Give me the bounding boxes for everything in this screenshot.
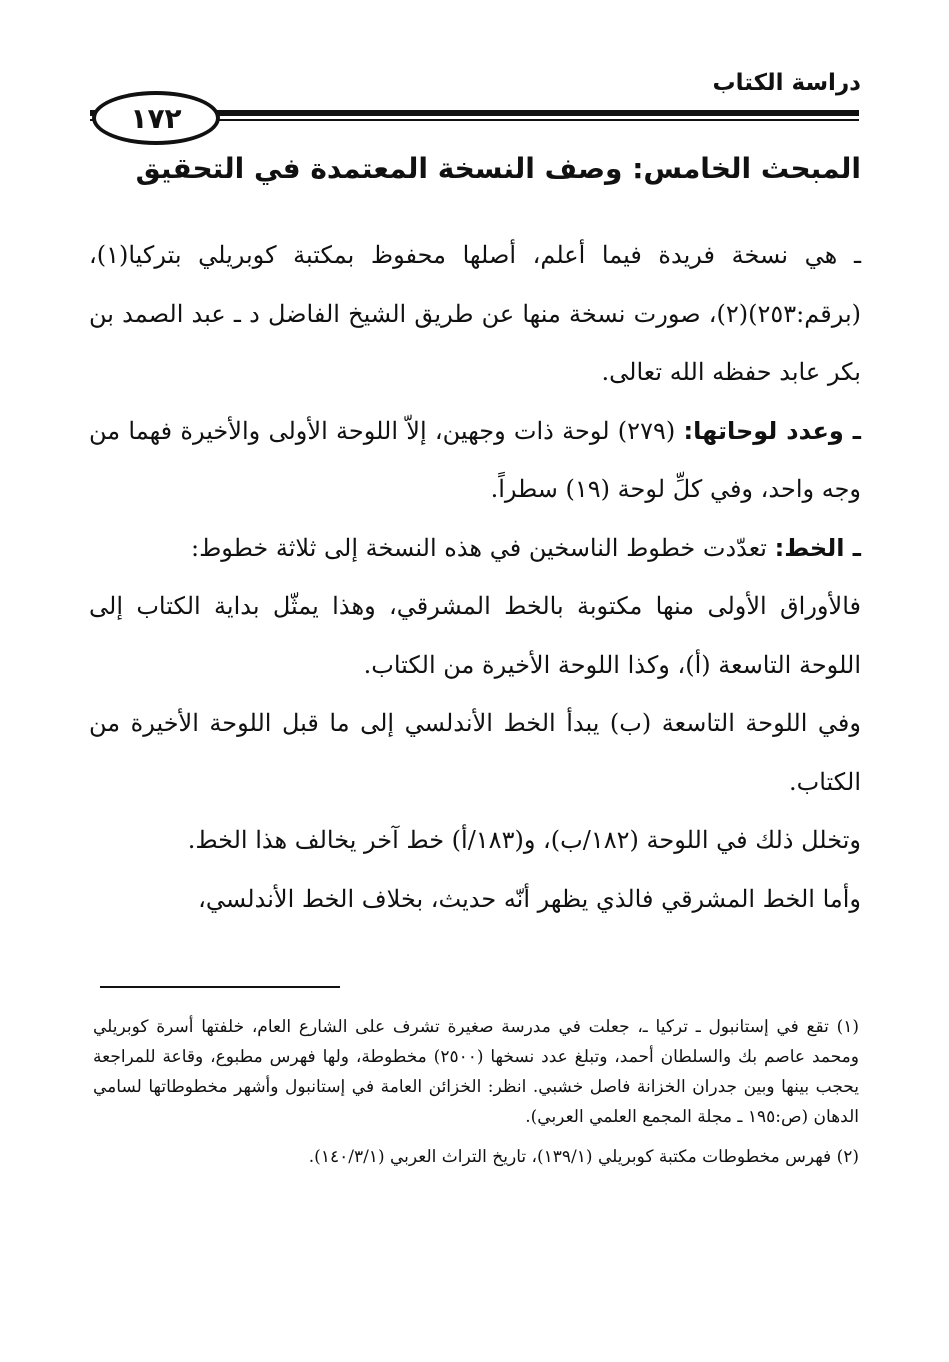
paragraph-eastern-script: فالأوراق الأولى منها مكتوبة بالخط المشرقي، وهذا يمثّل بداية الكتاب إلى اللوحة التاسعة (أ)، وكذا اللوحة الأخيرة من الكتاب. bbox=[89, 592, 861, 679]
footnote-2: (٢) فهرس مخطوطات مكتبة كوبريلي (١٣٩/١)، تاريخ التراث العربي (١٤٠/٣/١). bbox=[308, 1147, 859, 1167]
section-title: المبحث الخامس: وصف النسخة المعتمدة في التحقيق bbox=[135, 152, 861, 185]
footnote-1: (١) تقع في إستانبول ـ تركيا ـ، جعلت في مدرسة صغيرة تشرف على الشارع العام، خلفتها أسرة كوبريلي ومحمد عاصم بك والسلطان أحمد، وتبلغ عدد نسخها (٢٥٠٠) مخطوطة، ولها فهرس مطبوع، وقاعة للمراجعة يحجب بينها وبين جدران الخزانة فاصل خشبي. انظر: الخزائن العامة في إستانبول وأشهر مخطوطاتها لسامي الدهان (ص:١٩٥ ـ مجلة المجمع العلمي العربي). bbox=[93, 1017, 859, 1127]
script-lead: ـ الخط: bbox=[774, 533, 861, 562]
footnotes bbox=[93, 1012, 859, 1172]
paragraph-script bbox=[89, 519, 861, 578]
folio-count-text: (٢٧٩) لوحة ذات وجهين، إلاّ اللوحة الأولى والأخيرة فهما من وجه واحد، وفي كلِّ لوحة (١٩) سطراً. bbox=[89, 416, 861, 503]
paragraph-other-script: وتخلل ذلك في اللوحة (١٨٢/ب)، و(١٨٣/أ) خط آخر يخالف هذا الخط. bbox=[187, 826, 861, 854]
paragraph-folio-count bbox=[89, 402, 861, 519]
folio-count-lead: ـ وعدد لوحاتها: bbox=[683, 416, 861, 445]
page-number-badge bbox=[92, 91, 220, 145]
paragraph-manuscript-description: ـ هي نسخة فريدة فيما أعلم، أصلها محفوظ بمكتبة كوبريلي بتركيا(١)، (برقم:٢٥٣)(٢)، صورت نسخة منها عن طريق الشيخ الفاضل د ـ عبد الصمد بن بكر عابد حفظه الله تعالى. bbox=[89, 241, 861, 386]
paragraph-script-dating: وأما الخط المشرقي فالذي يظهر أنّه حديث، بخلاف الخط الأندلسي، bbox=[198, 884, 861, 913]
script-text: تعدّدت خطوط الناسخين في هذه النسخة إلى ثلاثة خطوط: bbox=[191, 533, 775, 562]
body-text bbox=[89, 226, 861, 928]
page-number: ١٧٢ bbox=[130, 101, 182, 135]
paragraph-andalusian-script: وفي اللوحة التاسعة (ب) يبدأ الخط الأندلسي إلى ما قبل اللوحة الأخيرة من الكتاب. bbox=[89, 709, 861, 796]
footnote-separator bbox=[100, 986, 340, 988]
running-title: دراسة الكتاب bbox=[712, 70, 861, 96]
